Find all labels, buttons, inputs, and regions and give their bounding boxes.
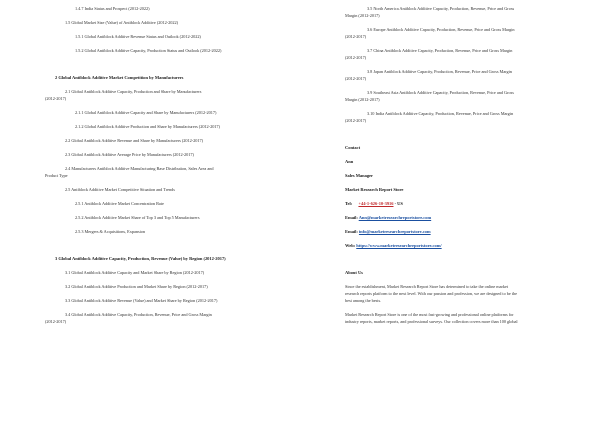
toc-line: (2012-2017): [345, 76, 367, 81]
toc-line: (2012-2017): [45, 96, 67, 101]
toc-line: 3.2 Global Antiblock Additive Production and Market Share by Region (2012-2017): [65, 284, 208, 289]
about-paragraph-line: Since the establishment, Market Research Report Store has determined to take the online market: [345, 284, 509, 289]
toc-line: 3.4 Global Antiblock Additive Capacity, Production, Revenue, Price and Gross Margin: [65, 312, 212, 317]
email-label: Email:: [345, 215, 358, 220]
toc-line: 2.5 Antiblock Additive Market Competitive Situation and Trends: [65, 187, 175, 192]
web-link[interactable]: https://www.marketresearchreportstore.com/: [356, 243, 442, 248]
toc-line: 3.3 Global Antiblock Additive Revenue (Value) and Market Share by Region (2012-2017): [65, 298, 218, 303]
email-link[interactable]: info@marketresearchreportstore.com: [358, 229, 431, 234]
toc-line: 3.10 India Antiblock Additive Capacity, Production, Revenue, Price and Gross Margin: [367, 111, 514, 116]
toc-line: 3.8 Japan Antiblock Additive Capacity, Production, Revenue, Price and Gross Margin: [367, 69, 512, 74]
contact-company: Market Research Report Store: [345, 187, 404, 192]
contact-email-row: [345, 229, 431, 235]
toc-chapter-heading: 2 Global Antiblock Additive Market Competition by Manufacturers: [55, 75, 184, 80]
toc-line: (2012-2017): [345, 55, 367, 60]
toc-line: (2012-2017): [45, 319, 67, 324]
toc-line: (2012-2017): [345, 34, 367, 39]
about-paragraph-line: research reports platform to the next level. With our passion and profession, we are designed to be the: [345, 291, 517, 296]
toc-line: 2.1.2 Global Antiblock Additive Production and Share by Manufacturers (2012-2017): [75, 124, 220, 129]
contact-tel-row: [345, 201, 403, 207]
toc-line: 2.4 Manufacturers Antiblock Additive Manufacturing Base Distribution, Sales Area and: [65, 166, 214, 171]
toc-line: Product Type: [45, 173, 68, 178]
contact-heading: Contact: [345, 145, 361, 150]
toc-line: Margin (2012-2017): [345, 97, 380, 102]
toc-line: (2012-2017): [345, 118, 367, 123]
toc-chapter-heading: 3 Global Antiblock Additive Capacity, Production, Revenue (Value) by Region (2012-2017): [55, 256, 226, 261]
toc-line: 2.2 Global Antiblock Additive Revenue and Share by Manufacturers (2012-2017): [65, 138, 204, 143]
toc-line: Margin (2012-2017): [345, 13, 380, 18]
about-paragraph-line: Market Research Report Store is one of the most fast-growing and professional online platforms for: [345, 312, 514, 317]
tel-label: Tel:: [345, 201, 353, 206]
about-heading: About Us: [345, 270, 363, 275]
tel-link[interactable]: +44-1-626-10-3916: [358, 201, 394, 206]
toc-line: 1.5.1 Global Antiblock Additive Revenue Status and Outlook (2012-2022): [75, 34, 201, 39]
toc-line: 1.4.7 India Status and Prospect (2012-2022): [75, 6, 150, 11]
web-label: Web:: [345, 243, 356, 248]
toc-line: 2.1 Global Antiblock Additive Capacity, Production and Share by Manufacturers: [65, 89, 202, 94]
toc-line: 3.6 Europe Antiblock Additive Capacity, Production, Revenue, Price and Gross Margin: [367, 27, 515, 32]
toc-line: 3.7 China Antiblock Additive Capacity, Production, Revenue, Price and Gross Margin: [367, 48, 513, 53]
contact-name: Ann: [345, 159, 354, 164]
toc-line: 3.9 Southeast Asia Antiblock Additive Capacity, Production, Revenue, Price and Gross: [367, 90, 514, 95]
about-paragraph-line: industry reports, market reports, and professional surveys. Our collection covers more than 100 global: [345, 319, 518, 324]
toc-line: 2.5.1 Antiblock Additive Market Concentration Rate: [75, 201, 164, 206]
email-link[interactable]: Ann@marketresearchreportstore.com: [358, 215, 432, 220]
contact-role: Sales Manager: [345, 173, 373, 178]
toc-line: 2.3 Global Antiblock Additive Average Price by Manufacturers (2012-2017): [65, 152, 194, 157]
toc-line: 2.1.1 Global Antiblock Additive Capacity and Share by Manufacturers (2012-2017): [75, 110, 217, 115]
about-paragraph-line: best among the bests.: [345, 298, 382, 303]
contact-web-row: [345, 243, 442, 249]
toc-line: 2.5.3 Mergers & Acquisitions, Expansion: [75, 229, 146, 234]
toc-line: 1.5.2 Global Antiblock Additive Capacity, Production Status and Outlook (2012-2022): [75, 48, 222, 53]
email-label: Email:: [345, 229, 358, 234]
toc-line: 2.5.2 Antiblock Additive Market Share of Top 3 and Top 5 Manufacturers: [75, 215, 200, 220]
toc-line: 1.5 Global Market Size (Value) of Antiblock Additive (2012-2022): [65, 20, 178, 25]
tel-suffix: - US: [394, 201, 403, 206]
toc-line: 3.5 North America Antiblock Additive Capacity, Production, Revenue, Price and Gross: [367, 6, 515, 11]
contact-email-row: [345, 215, 431, 221]
toc-line: 3.1 Global Antiblock Additive Capacity and Market Share by Region (2012-2017): [65, 270, 205, 275]
